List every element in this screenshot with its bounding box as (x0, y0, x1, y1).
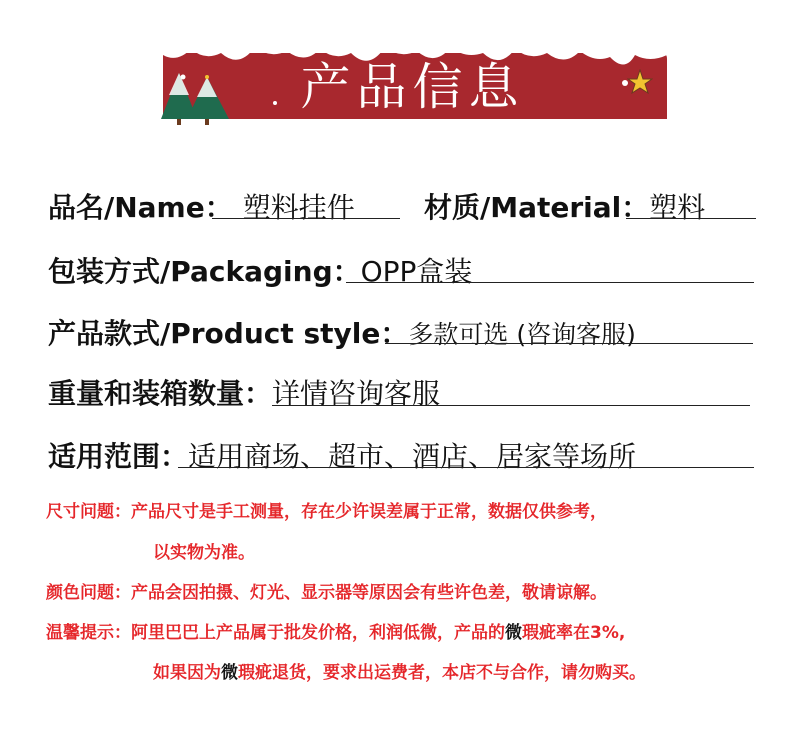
info-row-weight (48, 372, 440, 412)
size-note: 尺寸问题：产品尺寸是手工测量，存在少许误差属于正常，数据仅供参考， (46, 502, 607, 522)
info-row-name (48, 186, 355, 226)
weight-label: 重量和装箱数量： (48, 377, 273, 410)
material-value: 塑料 (649, 191, 706, 224)
packaging-label: 包装方式/Packaging： (48, 255, 361, 288)
tip-text-f: 瑕疵退货，要求出运费者，本店不与合作，请勿购买。 (238, 663, 646, 683)
name-label: 品名/Name： (48, 191, 233, 224)
info-row-packaging (48, 250, 472, 290)
tip-note (46, 618, 625, 643)
scope-value: 适用商场、超市、酒店、居家等场所 (188, 440, 637, 473)
weight-value: 详情咨询客服 (272, 377, 441, 410)
name-underline (212, 218, 400, 219)
info-row-material (424, 186, 705, 226)
info-row-style (48, 312, 636, 352)
style-label: 产品款式/Product style： (48, 317, 409, 350)
packaging-underline (346, 282, 754, 283)
material-label: 材质/Material： (424, 191, 650, 224)
scope-underline (178, 467, 754, 468)
color-note: 颜色问题：产品会因拍摄、灯光、显示器等原因会有些许色差，敬请谅解。 (46, 583, 607, 603)
style-value: 多款可选 (咨询客服) (408, 320, 636, 349)
tip-text-d: 如果因为 (153, 663, 221, 683)
header-banner (155, 33, 670, 125)
tip-text-e: 微 (221, 663, 238, 683)
info-row-scope (48, 435, 636, 475)
tip-note-cont (153, 658, 646, 683)
tip-text-a: 温馨提示：阿里巴巴上产品属于批发价格，利润低微，产品的 (46, 623, 505, 643)
tip-text-c: 瑕疵率在3%, (522, 623, 626, 643)
material-underline (626, 218, 756, 219)
weight-underline (272, 405, 750, 406)
scope-label: 适用范围： (48, 440, 189, 473)
name-value: 塑料挂件 (242, 191, 355, 224)
style-underline (385, 343, 753, 344)
banner-title: 产品信息 (300, 58, 525, 116)
size-note-cont: 以实物为准。 (153, 543, 255, 563)
packaging-value: OPP盒装 (360, 255, 473, 288)
tip-text-b: 微 (505, 623, 522, 643)
